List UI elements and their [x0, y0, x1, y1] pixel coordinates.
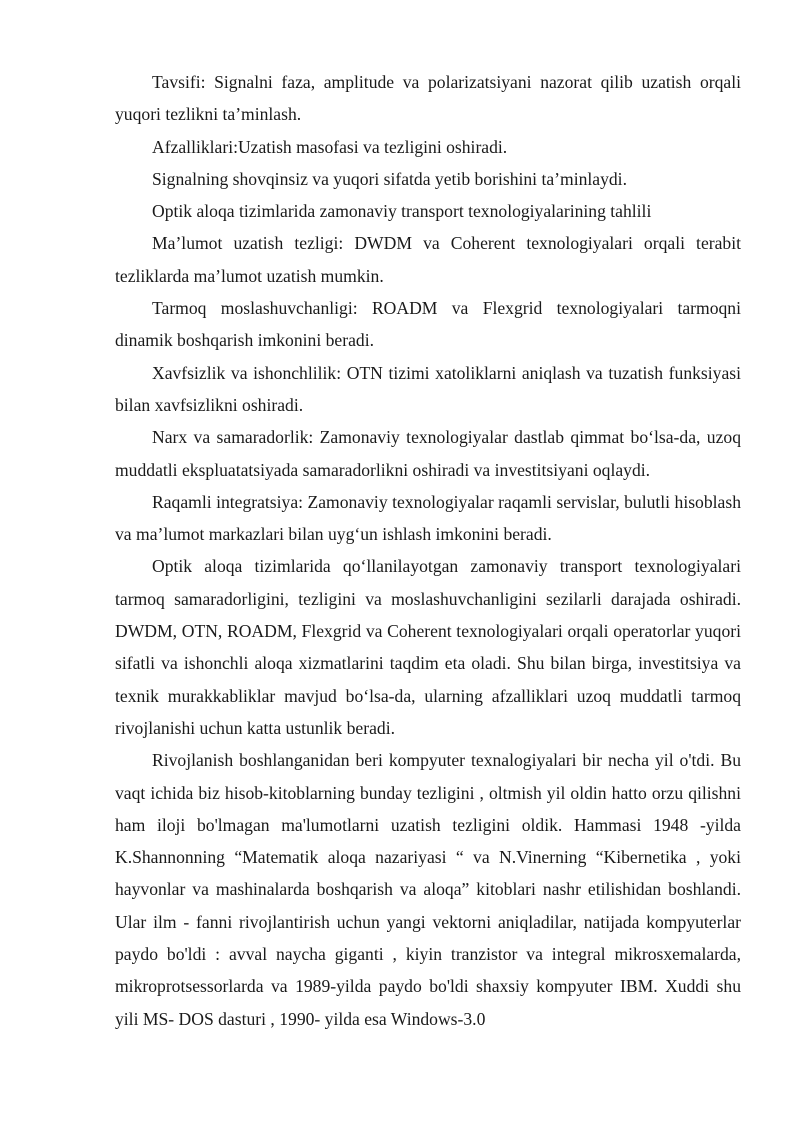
paragraph-digital-integration: Raqamli integratsiya: Zamonaviy texnologiyalar raqamli servislar, bulutli hisoblash va ma’lumot markazlari bilan uyg‘un ishlash imkonini beradi. — [115, 491, 741, 545]
paragraph-network-flexibility: Tarmoq moslashuvchanligi: ROADM va Flexgrid texnologiyalari tarmoqni dinamik boshqarish imkonini beradi. — [115, 298, 741, 351]
paragraph-tavsifi: Tavsifi: Signalni faza, amplitude va polarizatsiyani nazorat qilib uzatish orqali yuqori tezlikni ta’minlash. — [115, 72, 741, 125]
document-page — [115, 66, 741, 1035]
section-heading-analysis: Optik aloqa tizimlarida zamonaviy transport texnologiyalarining tahlili — [152, 201, 652, 222]
paragraph-cost-efficiency: Narx va samaradorlik: Zamonaviy texnologiyalar dastlab qimmat bo‘lsa-da, uzoq muddatli ekspluatatsiyada samaradorlikni oshiradi va investitsiyani oqlaydi. — [115, 427, 741, 480]
paragraph-computer-history: Rivojlanish boshlanganidan beri kompyuter texnalogiyalari bir necha yil o'tdi. Bu vaqt ichida biz hisob-kitoblarning bunday tezligini , oltmish yil oldin hatto orzu qilishni ham iloji bo'lmagan ma'lumotlarni uzatish tezligini oldik. Hammasi 1948 -yilda K.Shannonning “Matematik aloqa nazariyasi “ va N.Vinerning “Kibernetika , yoki hayvonlar va mashinalarda boshqarish va aloqa” kitoblari nashr etilishidan boshlandi. Ular ilm - fanni rivojlantirish uchun yangi vektorni aniqladilar, natijada kompyuterlar paydo bo'ldi : avval naycha giganti , kiyin tranzistor va integral mikrosxemalarda, mikroprotsessorlarda va 1989-yilda paydo bo'ldi shaxsiy kompyuter IBM. Xuddi shu yili MS- DOS dasturi , 1990- yilda esa Windows-3.0 — [115, 750, 741, 1029]
paragraph-signal-quality: Signalning shovqinsiz va yuqori sifatda yetib borishini ta’minlaydi. — [152, 168, 627, 189]
paragraph-conclusion: Optik aloqa tizimlarida qo‘llanilayotgan zamonaviy transport texnologiyalari tarmoq samaradorligini, tezligini va moslashuvchanligini sezilarli darajada oshiradi. DWDM, OTN, ROADM, Flexgrid va Coherent texnologiyalari orqali operatorlar yuqori sifatli va ishonchli aloqa xizmatlarini taqdim eta oladi. Shu bilan birga, investitsiya va texnik murakkabliklar mavjud bo‘lsa-da, ularning afzalliklari uzoq muddatli tarmoq rivojlanishi uchun katta ustunlik beradi. — [115, 556, 741, 738]
paragraph-security: Xavfsizlik va ishonchlilik: OTN tizimi xatoliklarni aniqlash va tuzatish funksiyasi bilan xavfsizlikni oshiradi. — [115, 362, 741, 415]
paragraph-data-rate: Ma’lumot uzatish tezligi: DWDM va Coherent texnologiyalari orqali terabit tezliklarda ma’lumot uzatish mumkin. — [115, 233, 741, 286]
paragraph-afzalliklari: Afzalliklari:Uzatish masofasi va tezligini oshiradi. — [152, 136, 508, 157]
